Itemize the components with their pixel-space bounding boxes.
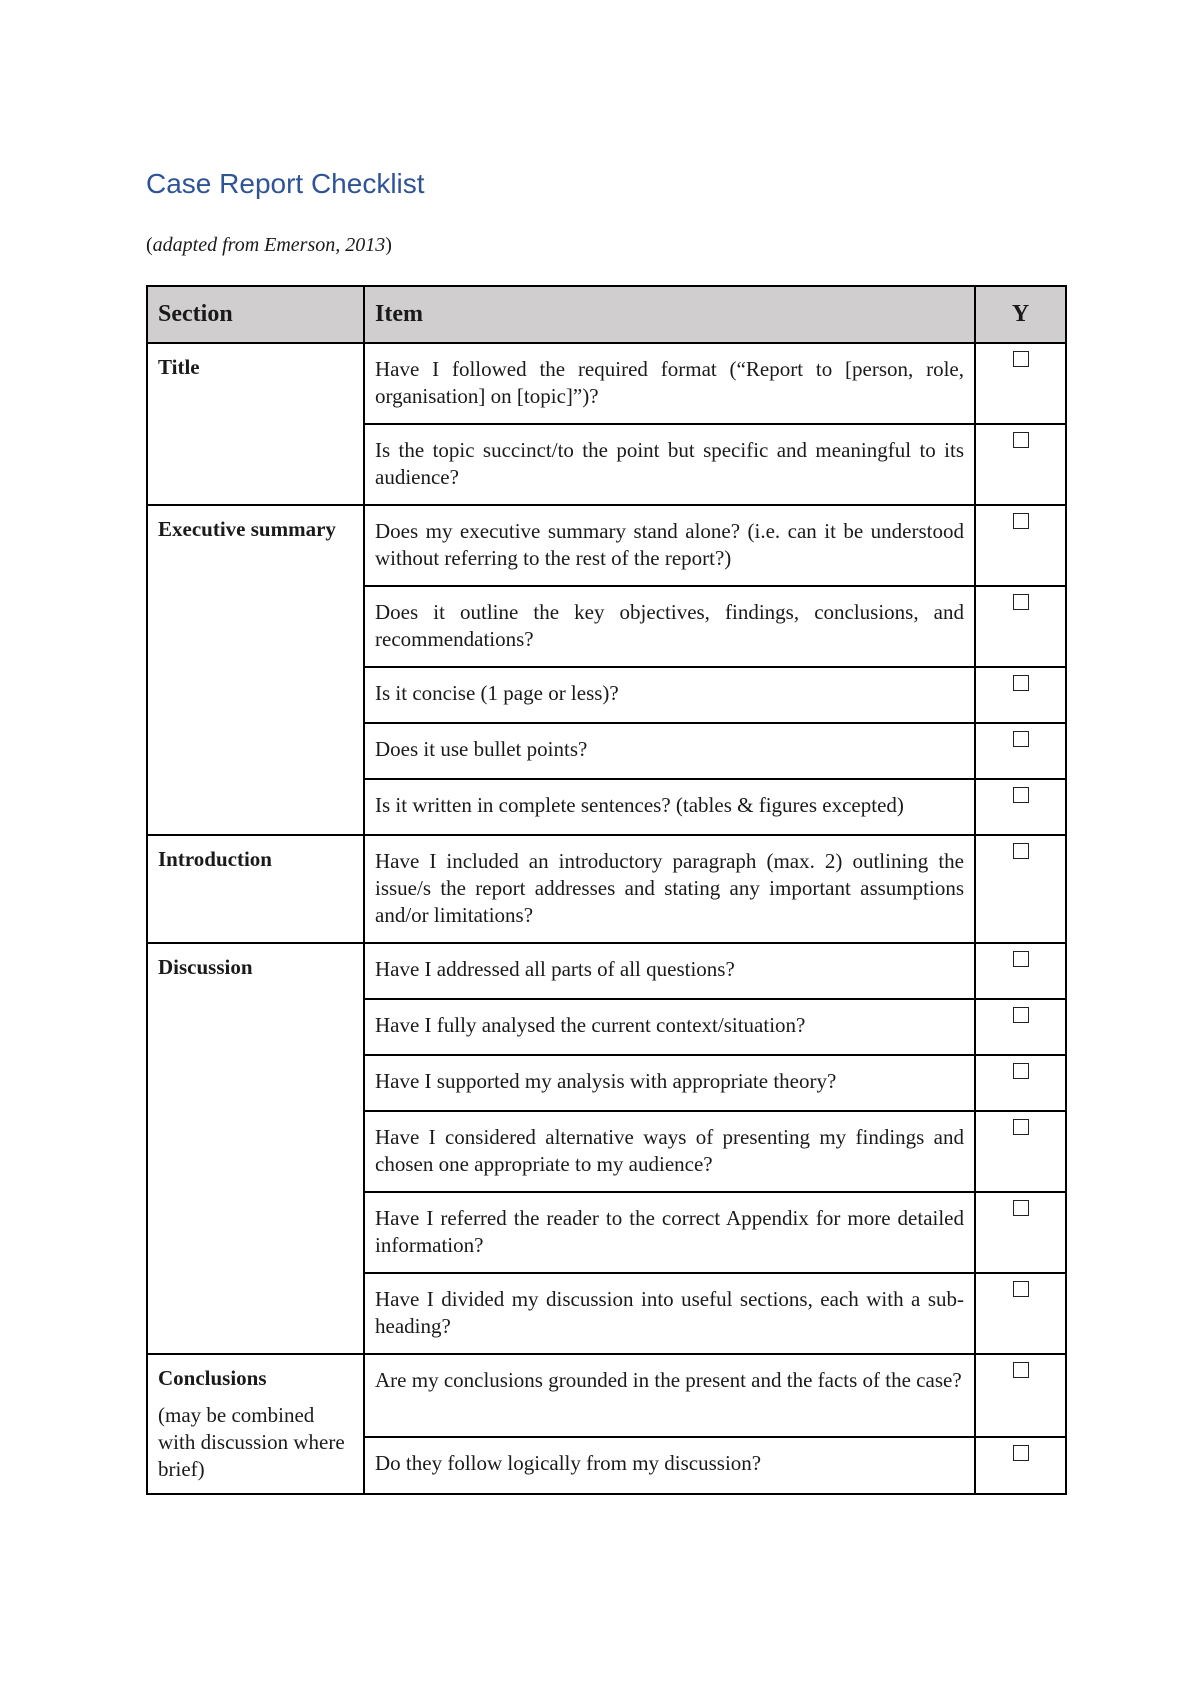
checklist-item: Have I addressed all parts of all questions?: [364, 943, 975, 999]
checklist-item: Have I fully analysed the current context/situation?: [364, 999, 975, 1055]
checkbox[interactable]: [1013, 351, 1029, 367]
section-conclusions: [147, 1354, 364, 1494]
checkbox[interactable]: [1013, 1445, 1029, 1461]
checkbox[interactable]: [1013, 731, 1029, 747]
source-note-close: ): [385, 234, 392, 256]
table-row: [147, 343, 1066, 424]
check-cell: [975, 505, 1066, 586]
section-introduction: Introduction: [147, 835, 364, 943]
section-title: Title: [147, 343, 364, 505]
check-cell: [975, 1437, 1066, 1494]
check-cell: [975, 835, 1066, 943]
checklist-item: Have I considered alternative ways of presenting my findings and chosen one appropriate to my audience?: [364, 1111, 975, 1192]
section-executive-summary: Executive summary: [147, 505, 364, 835]
column-header-y: Y: [975, 286, 1066, 343]
checklist-item: Have I supported my analysis with appropriate theory?: [364, 1055, 975, 1111]
checklist-item: Do they follow logically from my discussion?: [364, 1437, 975, 1494]
checkbox[interactable]: [1013, 1362, 1029, 1378]
checkbox[interactable]: [1013, 787, 1029, 803]
checklist-item: Does it outline the key objectives, findings, conclusions, and recommendations?: [364, 586, 975, 667]
table-row: [147, 835, 1066, 943]
source-note: [146, 234, 392, 257]
check-cell: [975, 999, 1066, 1055]
check-cell: [975, 424, 1066, 505]
checklist-item: Have I followed the required format (“Report to [person, role, organisation] on [topic]”)?: [364, 343, 975, 424]
check-cell: [975, 667, 1066, 723]
check-cell: [975, 343, 1066, 424]
column-header-section: Section: [147, 286, 364, 343]
checkbox[interactable]: [1013, 1063, 1029, 1079]
checkbox[interactable]: [1013, 1200, 1029, 1216]
section-conclusions-label: Conclusions: [158, 1366, 267, 1390]
checklist-item: Is it written in complete sentences? (tables & figures excepted): [364, 779, 975, 835]
check-cell: [975, 1192, 1066, 1273]
table-row: [147, 1354, 1066, 1437]
checkbox[interactable]: [1013, 594, 1029, 610]
checkbox[interactable]: [1013, 951, 1029, 967]
check-cell: [975, 723, 1066, 779]
checkbox[interactable]: [1013, 843, 1029, 859]
checkbox[interactable]: [1013, 1119, 1029, 1135]
source-note-text: adapted from Emerson, 2013: [152, 234, 386, 256]
checkbox[interactable]: [1013, 513, 1029, 529]
header-row: [147, 286, 1066, 343]
checklist-item: Is it concise (1 page or less)?: [364, 667, 975, 723]
checkbox[interactable]: [1013, 1007, 1029, 1023]
checklist-item: Is the topic succinct/to the point but specific and meaningful to its audience?: [364, 424, 975, 505]
check-cell: [975, 586, 1066, 667]
table-row: [147, 943, 1066, 999]
source-note-open: (: [146, 234, 153, 256]
checklist-item: Are my conclusions grounded in the present and the facts of the case?: [364, 1354, 975, 1437]
section-discussion: Discussion: [147, 943, 364, 1354]
checklist-item: Does it use bullet points?: [364, 723, 975, 779]
check-cell: [975, 1354, 1066, 1437]
check-cell: [975, 943, 1066, 999]
check-cell: [975, 1055, 1066, 1111]
checkbox[interactable]: [1013, 432, 1029, 448]
checklist-item: Have I divided my discussion into useful sections, each with a sub-heading?: [364, 1273, 975, 1354]
check-cell: [975, 779, 1066, 835]
column-header-item: Item: [364, 286, 975, 343]
check-cell: [975, 1273, 1066, 1354]
checklist-table: [146, 285, 1067, 1495]
checklist-item: Have I included an introductory paragraph (max. 2) outlining the issue/s the report addresses and stating any important assumptions and/or limitations?: [364, 835, 975, 943]
check-cell: [975, 1111, 1066, 1192]
checklist-item: Have I referred the reader to the correct Appendix for more detailed information?: [364, 1192, 975, 1273]
checkbox[interactable]: [1013, 675, 1029, 691]
table-row: [147, 505, 1066, 586]
page-title: Case Report Checklist: [146, 168, 425, 199]
checklist-item: Does my executive summary stand alone? (i.e. can it be understood without referring to the rest of the report?): [364, 505, 975, 586]
section-conclusions-note: (may be combined with discussion where brief): [158, 1403, 345, 1481]
checkbox[interactable]: [1013, 1281, 1029, 1297]
